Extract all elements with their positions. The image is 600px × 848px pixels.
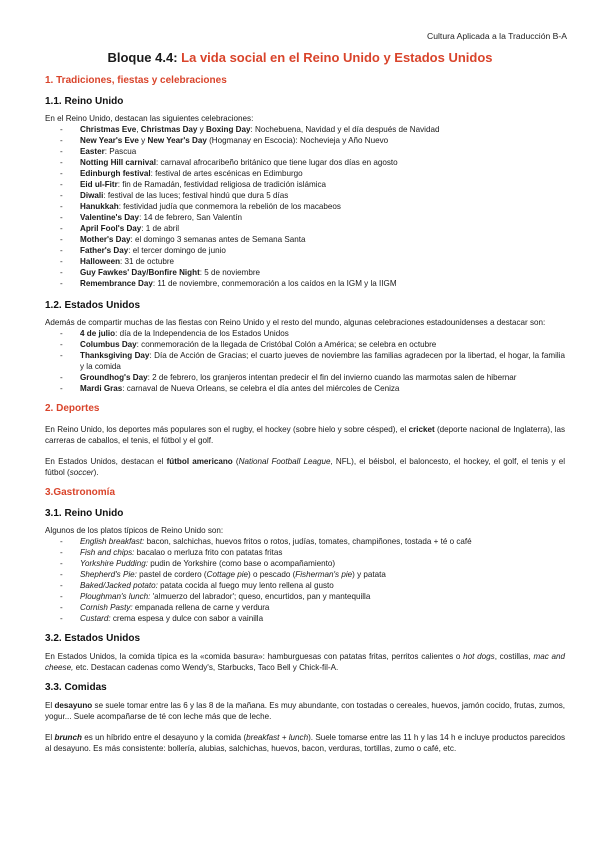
list-item	[45, 157, 565, 168]
document-body	[45, 74, 565, 754]
list-item	[45, 135, 565, 146]
bold-term: 4 de julio	[80, 329, 116, 338]
dash-bullet: -	[60, 603, 63, 612]
list-item	[45, 350, 565, 372]
text-run: ) o pescado (	[248, 570, 296, 579]
dash-bullet: -	[60, 537, 63, 546]
dash-bullet: -	[60, 268, 63, 277]
list-item	[45, 339, 565, 350]
bold-term: Boxing Day	[205, 125, 251, 134]
dash-bullet: -	[60, 384, 63, 393]
bold-term: Valentine's Day	[80, 213, 140, 222]
dash-bullet: -	[60, 614, 63, 623]
bold-term: Thanksgiving Day	[80, 351, 150, 360]
bold-term: Mardi Gras	[80, 384, 123, 393]
text-run: : día de la Independencia de los Estados Unidos	[115, 329, 289, 338]
bold-term: Christmas Eve	[80, 125, 137, 134]
list-item	[45, 223, 565, 234]
sports-uk-paragraph	[45, 424, 565, 446]
breakfast-paragraph	[45, 700, 565, 722]
list-item	[45, 190, 565, 201]
text-run: En Estados Unidos, destacan el	[45, 457, 167, 466]
list-item	[45, 124, 565, 135]
bold-term: Notting Hill carnival	[80, 158, 157, 167]
uk-food-intro: Algunos de los platos típicos de Reino Unido son:	[45, 526, 224, 535]
bold-term: New Year's Eve	[80, 136, 139, 145]
text-run: : 31 de octubre	[120, 257, 175, 266]
dash-bullet: -	[60, 191, 63, 200]
bold-term: Hanukkah	[80, 202, 119, 211]
text-run: , NFL), el béisbol, el baloncesto, el hockey, el golf, el tenis y el fútbol (	[45, 457, 565, 477]
dash-bullet: -	[60, 246, 63, 255]
list-item	[45, 613, 565, 624]
bold-term: New Year's Day	[147, 136, 207, 145]
uk-food-list	[45, 536, 565, 624]
italic-term: Custard:	[80, 614, 111, 623]
text-run: ,	[136, 125, 141, 134]
text-run: : 1 de abril	[141, 224, 180, 233]
dash-bullet: -	[60, 581, 63, 590]
title-prefix: Bloque 4.4:	[107, 50, 178, 65]
text-run: (deporte nacional de Inglaterra), las carreras de caballos, el tenis, el fútbol y el golf.	[45, 425, 565, 445]
list-item	[45, 602, 565, 613]
italic-term: Cornish Pasty:	[80, 603, 133, 612]
list-item	[45, 267, 565, 278]
course-header: Cultura Aplicada a la Traducción B-A	[427, 31, 567, 41]
text-run: : 2 de febrero, los granjeros intentan predecir el fin del invierno cuando las marmotas salen de hibernar	[147, 373, 517, 382]
text-run: crema espesa y dulce con sabor a vainilla	[110, 614, 264, 623]
text-run: ). Suele tomarse entre las 11 h y las 14 h e incluye productos parecidos al desayuno. Es más consistente: bollería, alubias, salchichas, huevos, bacon, verduras, tortillas, zumo o café, etc.	[45, 733, 565, 753]
list-item	[45, 212, 565, 223]
dash-bullet: -	[60, 559, 63, 568]
text-run: bacon, salchichas, huevos fritos o rotos, judías, tomates, champiñones, tostada + té o café	[144, 537, 472, 546]
bold-term: Easter	[80, 147, 105, 156]
list-item	[45, 234, 565, 245]
text-run: : conmemoración de la llegada de Cristóbal Colón a América; se celebra en octubre	[136, 340, 437, 349]
dash-bullet: -	[60, 147, 63, 156]
text-run: El	[45, 733, 55, 742]
section-1-1-heading: 1.1. Reino Unido	[45, 96, 124, 107]
section-3-1-heading: 3.1. Reino Unido	[45, 508, 124, 519]
list-item	[45, 245, 565, 256]
dash-bullet: -	[60, 257, 63, 266]
bold-term: brunch	[54, 733, 82, 742]
brunch-paragraph	[45, 732, 565, 754]
italic-term: Fisherman's pie	[295, 570, 353, 579]
text-run: : carnaval de Nueva Orleans, se celebra el día antes del miércoles de Ceniza	[122, 384, 400, 393]
section-2-heading: 2. Deportes	[45, 403, 100, 414]
dash-bullet: -	[60, 592, 63, 601]
text-run: pudin de Yorkshire (como base o acompañamiento)	[147, 559, 336, 568]
bold-term: Diwali	[80, 191, 104, 200]
text-run: : 14 de febrero, San Valentín	[139, 213, 242, 222]
bold-term: Mother's Day	[80, 235, 131, 244]
list-item	[45, 179, 565, 190]
list-item	[45, 372, 565, 383]
text-run: pastel de cordero (	[136, 570, 207, 579]
section-3-3-heading: 3.3. Comidas	[45, 682, 107, 693]
text-run: En Reino Unido, los deportes más populares son el rugby, el hockey (sobre hielo y sobre césped), el	[45, 425, 409, 434]
bold-term: Groundhog's Day	[80, 373, 148, 382]
us-food-paragraph	[45, 651, 565, 673]
section-3-heading: 3.Gastronomía	[45, 487, 116, 498]
bold-term: Edinburgh festival	[80, 169, 151, 178]
dash-bullet: -	[60, 125, 63, 134]
dash-bullet: -	[60, 180, 63, 189]
text-run: se suele tomar entre las 6 y las 8 de la mañana. Es muy abundante, con tostadas o cereales, huevos, jamón cocido, frutas, zumos, yogur... Suele acompañarse de té con leche más que de leche.	[45, 701, 565, 721]
italic-term: Fish and chips:	[80, 548, 135, 557]
list-item	[45, 146, 565, 157]
italic-term: hot dogs	[463, 652, 495, 661]
title-main: La vida social en el Reino Unido y Estados Unidos	[181, 50, 493, 65]
text-run: : carnaval afrocaribeño británico que tiene lugar dos días en agosto	[156, 158, 398, 167]
bold-term: Guy Fawkes' Day/Bonfire Night	[80, 268, 200, 277]
text-run: 'almuerzo del labrador'; queso, encurtidos, pan y mantequilla	[150, 592, 371, 601]
list-item	[45, 201, 565, 212]
text-run: , costillas,	[494, 652, 534, 661]
text-run: empanada rellena de carne y verdura	[132, 603, 270, 612]
page-title	[0, 50, 600, 65]
italic-term: National Football League	[238, 457, 331, 466]
text-run: : fin de Ramadán, festividad religiosa de tradición islámica	[117, 180, 327, 189]
text-run: : Día de Acción de Gracias; el cuarto jueves de noviembre las familias agradecen por la libertad, el hogar, la familia y la comida	[80, 351, 565, 371]
section-1-heading: 1. Tradiciones, fiestas y celebraciones	[45, 75, 227, 86]
dash-bullet: -	[60, 548, 63, 557]
sports-us-paragraph	[45, 456, 565, 478]
text-run: bacalao o merluza frito con patatas fritas	[134, 548, 283, 557]
bold-term: desayuno	[54, 701, 93, 710]
text-run: : festividad judía que conmemora la rebelión de los macabeos	[118, 202, 341, 211]
list-item	[45, 383, 565, 394]
text-run: y	[197, 125, 206, 134]
list-item	[45, 278, 565, 289]
dash-bullet: -	[60, 279, 63, 288]
text-run: : Nochebuena, Navidad y el día después de Navidad	[250, 125, 440, 134]
text-run: En Estados Unidos, la comida típica es la «comida basura»: hamburguesas con patatas fritas, perritos calientes o	[45, 652, 464, 661]
list-item	[45, 256, 565, 267]
section-3-2-heading: 3.2. Estados Unidos	[45, 633, 141, 644]
bold-term: cricket	[408, 425, 435, 434]
text-run: es un híbrido entre el desayuno y la comida (	[81, 733, 247, 742]
text-run: : 11 de noviembre, conmemoración a los caídos en la IGM y la IIGM	[152, 279, 397, 288]
dash-bullet: -	[60, 169, 63, 178]
italic-term: Shepherd's Pie:	[80, 570, 137, 579]
text-run: : festival de las luces; festival hindú que dura 5 días	[103, 191, 289, 200]
dash-bullet: -	[60, 136, 63, 145]
text-run: ) y patata	[352, 570, 386, 579]
list-item	[45, 558, 565, 569]
dash-bullet: -	[60, 351, 63, 360]
italic-term: Yorkshire Pudding:	[80, 559, 148, 568]
bold-term: Father's Day	[80, 246, 129, 255]
text-run: (Hogmanay en Escocia): Nochevieja y Año Nuevo	[206, 136, 389, 145]
bold-term: Eid ul-Fitr	[80, 180, 118, 189]
list-item	[45, 536, 565, 547]
dash-bullet: -	[60, 570, 63, 579]
italic-term: English breakfast:	[80, 537, 145, 546]
uk-celebrations-list	[45, 124, 565, 289]
italic-term: Ploughman's lunch:	[80, 592, 151, 601]
text-run: ).	[93, 468, 99, 477]
list-item	[45, 569, 565, 580]
list-item	[45, 580, 565, 591]
text-run: : festival de artes escénicas en Edimburgo	[150, 169, 303, 178]
dash-bullet: -	[60, 213, 63, 222]
list-item	[45, 328, 565, 339]
list-item	[45, 168, 565, 179]
bold-term: Halloween	[80, 257, 121, 266]
italic-term: breakfast + lunch	[246, 733, 309, 742]
uk-celebrations-intro: En el Reino Unido, destacan las siguientes celebraciones:	[45, 114, 254, 123]
text-run: : 5 de noviembre	[199, 268, 261, 277]
list-item	[45, 591, 565, 602]
bold-term: Remembrance Day	[80, 279, 153, 288]
us-celebrations-list	[45, 328, 565, 394]
dash-bullet: -	[60, 373, 63, 382]
us-celebrations-intro: Además de compartir muchas de las fiestas con Reino Unido y el resto del mundo, algunas celebraciones estadounidenses a destacar son:	[45, 318, 546, 327]
dash-bullet: -	[60, 202, 63, 211]
dash-bullet: -	[60, 224, 63, 233]
dash-bullet: -	[60, 158, 63, 167]
text-run: : el domingo 3 semanas antes de Semana Santa	[130, 235, 306, 244]
text-run: (	[232, 457, 239, 466]
section-1-2-heading: 1.2. Estados Unidos	[45, 300, 141, 311]
text-run: : el tercer domingo de junio	[128, 246, 226, 255]
text-run: patata cocida al fuego muy lento rellena al gusto	[157, 581, 334, 590]
text-run: : Pascua	[104, 147, 137, 156]
text-run: y	[138, 136, 148, 145]
italic-term: Baked/Jacked potato:	[80, 581, 158, 590]
text-run: etc. Destacan cadenas como Wendy's, Starbucks, Taco Bell y Chick-fil-A.	[73, 663, 339, 672]
bold-term: fútbol americano	[166, 457, 233, 466]
bold-term: April Fool's Day	[80, 224, 142, 233]
italic-term: mac and cheese,	[45, 652, 565, 672]
italic-term: soccer	[69, 468, 94, 477]
dash-bullet: -	[60, 235, 63, 244]
list-item	[45, 547, 565, 558]
bold-term: Columbus Day	[80, 340, 137, 349]
italic-term: Cottage pie	[206, 570, 249, 579]
text-run: El	[45, 701, 55, 710]
bold-term: Christmas Day	[140, 125, 198, 134]
dash-bullet: -	[60, 340, 63, 349]
dash-bullet: -	[60, 329, 63, 338]
